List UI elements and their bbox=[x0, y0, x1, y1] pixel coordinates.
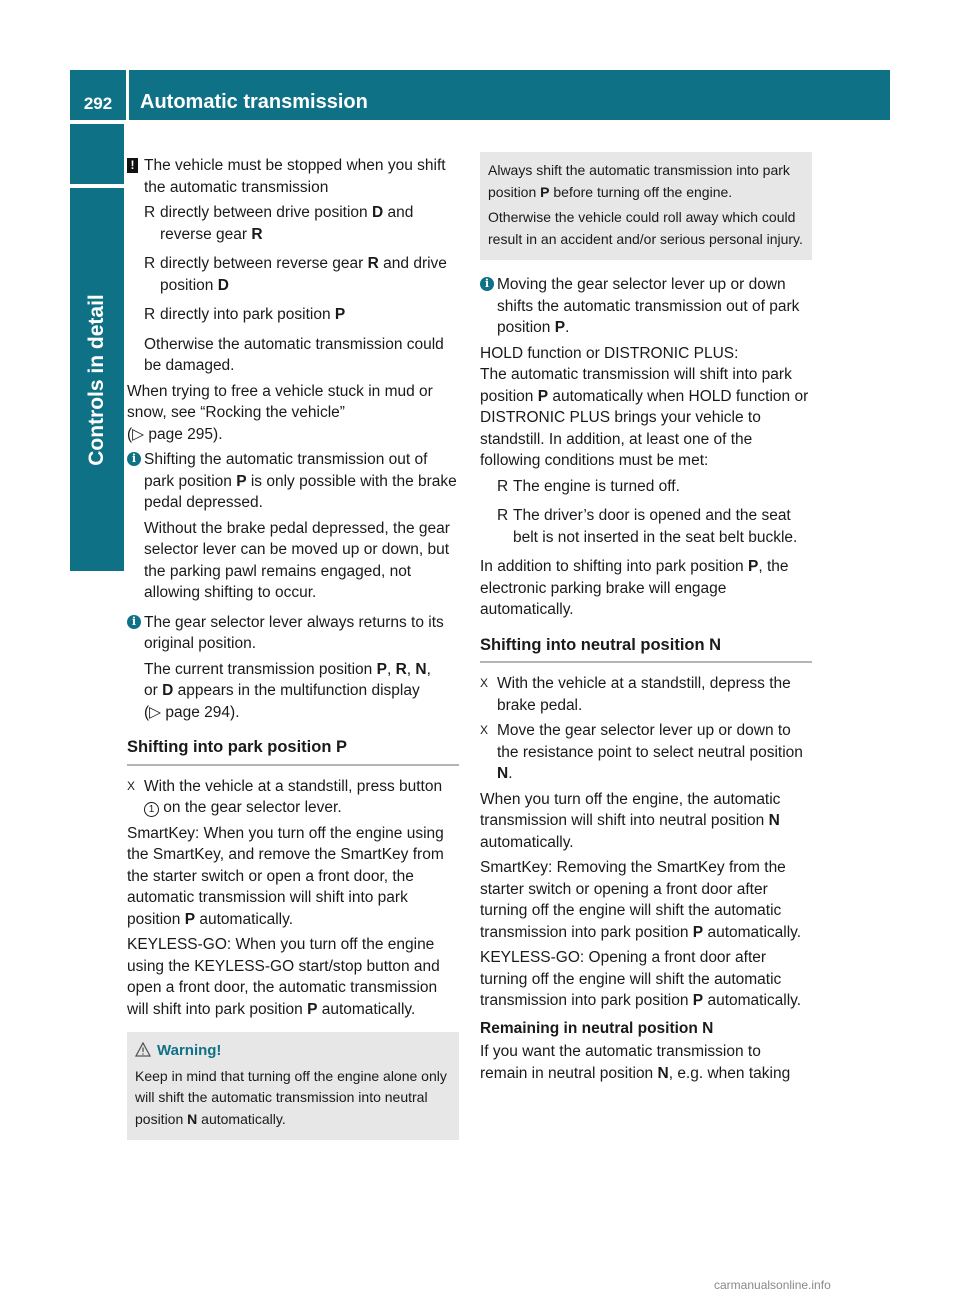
info-note: i The gear selector lever always returns to its original position. The current transmission position P, R, N, or D appears in the multifunction display (▷ page 294). bbox=[127, 612, 459, 724]
bullet-icon: R bbox=[497, 477, 509, 495]
warning-box bbox=[127, 1032, 459, 1140]
info-icon: i bbox=[127, 452, 141, 466]
side-tab-block bbox=[70, 124, 124, 184]
paragraph-smartkey: SmartKey: When you turn off the engine using the SmartKey, and remove the SmartKey from the starter switch or open a front door, the automatic transmission will shift into park position P automatically. bbox=[127, 824, 444, 928]
list-item: R directly between reverse gear R and drive position D bbox=[144, 255, 447, 294]
caution-note bbox=[127, 155, 459, 198]
paragraph-sk: SmartKey: Removing the SmartKey from the starter switch or opening a front door after turning off the engine will shift the automatic transmission into park position P automatically. bbox=[480, 859, 802, 941]
warning-triangle-icon bbox=[135, 1042, 151, 1057]
paragraph-off: When you turn off the engine, the automatic transmission will shift into neutral position N automatically. bbox=[480, 790, 781, 851]
step-item: X With the vehicle at a standstill, depress the brake pedal. bbox=[480, 675, 791, 714]
bullet-icon: R bbox=[144, 255, 156, 272]
list-item: R directly between drive position D and reverse gear R bbox=[144, 204, 414, 243]
paragraph-stuck: When trying to free a vehicle stuck in mud or snow, see “Rocking the vehicle” (▷ page 295). bbox=[127, 382, 433, 443]
paragraph-remain: If you want the automatic transmission to remain in neutral position N, e.g. when taking bbox=[480, 1043, 791, 1082]
info-note: i Moving the gear selector lever up or down shifts the automatic transmission out of park position P. bbox=[480, 274, 812, 339]
bullet-icon: R bbox=[144, 204, 156, 221]
exclamation-icon: ! bbox=[127, 158, 138, 173]
list-item: R The engine is turned off. bbox=[480, 476, 812, 498]
paragraph-hold: The automatic transmission will shift into park position P automatically when HOLD function or DISTRONIC PLUS brings your vehicle to standstill. In addition, at least one of the following conditions must be met: bbox=[480, 366, 809, 469]
side-tab bbox=[70, 188, 124, 571]
section-heading: Shifting into neutral position N bbox=[480, 635, 812, 664]
subheading: Remaining in neutral position N bbox=[480, 1019, 714, 1037]
page-title: Automatic transmission bbox=[129, 70, 890, 120]
warning-heading: Warning! bbox=[135, 1040, 451, 1062]
step-icon: X bbox=[480, 723, 489, 737]
info-note: i Shifting the automatic transmission out of park position P is only possible with the brake pedal depressed. Without the brake pedal depressed, the gear selector lever can be moved up or down, but the parking pawl remains engaged, not allowing shifting to occur. bbox=[127, 449, 459, 604]
caution-end: Otherwise the automatic transmission could be damaged. bbox=[144, 335, 444, 374]
caution-box: Always shift the automatic transmission into park position P before turning off the engine. Otherwise the vehicle could roll away which could result in an accident and/or serious personal injury. bbox=[480, 152, 812, 260]
warning-text: Keep in mind that turning off the engine alone only will shift the automatic transmission into neutral position N automatically. bbox=[135, 1067, 447, 1127]
side-tab-label: Controls in detail bbox=[85, 293, 109, 466]
left-column bbox=[127, 155, 459, 1140]
page-number: 292 bbox=[70, 70, 126, 120]
list-item: R The driver’s door is opened and the seat belt is not inserted in the seat belt buckle. bbox=[497, 507, 798, 546]
info-icon: i bbox=[127, 615, 141, 629]
step-item: X With the vehicle at a standstill, press button 1 on the gear selector lever. bbox=[127, 777, 443, 816]
step-icon: X bbox=[480, 676, 489, 690]
bullet-icon: R bbox=[497, 507, 509, 524]
section-heading: Shifting into park position P bbox=[127, 737, 459, 766]
button-1-icon: 1 bbox=[144, 802, 159, 817]
step-item: X Move the gear selector lever up or down to the resistance point to select neutral position N. bbox=[480, 722, 803, 782]
page-ref[interactable]: (▷ page 295). bbox=[127, 425, 223, 443]
step-icon: X bbox=[127, 778, 136, 793]
hold-title: HOLD function or DISTRONIC PLUS: bbox=[480, 344, 739, 362]
list-item: R directly into park position P bbox=[127, 304, 459, 326]
info-icon: i bbox=[480, 277, 494, 291]
bullet-icon: R bbox=[144, 306, 156, 323]
watermark: carmanualsonline.info bbox=[714, 1278, 831, 1292]
page-ref[interactable]: (▷ page 294). bbox=[144, 703, 240, 721]
paragraph-kg: KEYLESS-GO: Opening a front door after turning off the engine will shift the automatic transmission into park position P automatically. bbox=[480, 949, 802, 1009]
paragraph-keyless: KEYLESS-GO: When you turn off the engine using the KEYLESS-GO start/stop button and open a front door, the automatic transmission will shift into park position P automatically. bbox=[127, 936, 440, 1018]
right-column bbox=[480, 155, 812, 1088]
paragraph-epb: In addition to shifting into park position P, the electronic parking brake will engage automatically. bbox=[480, 558, 789, 618]
caution-intro: The vehicle must be stopped when you shift the automatic transmission bbox=[144, 157, 446, 196]
